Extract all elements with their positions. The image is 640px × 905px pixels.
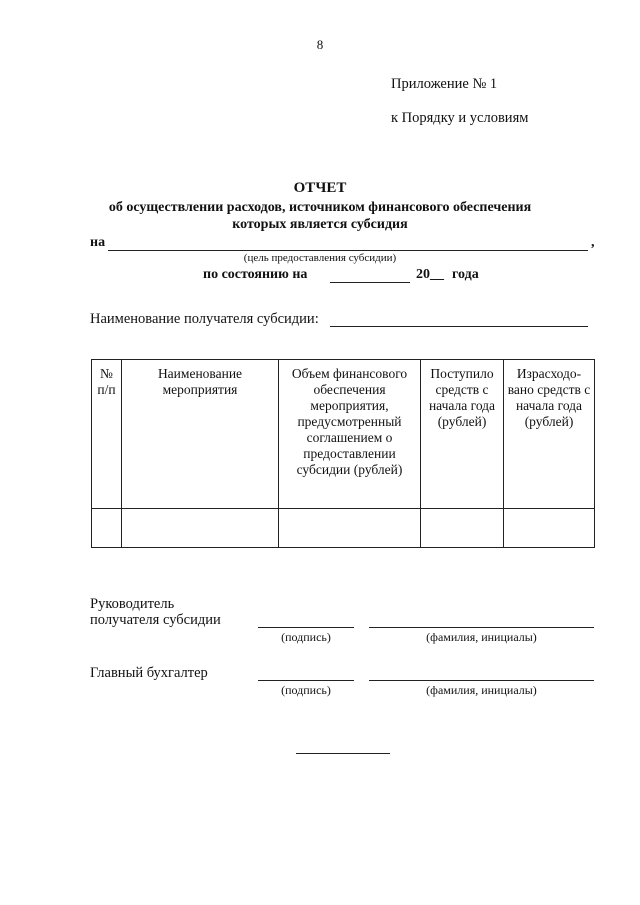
head-label-line1: Руководитель — [90, 596, 175, 612]
report-subtitle-line1: об осуществлении расходов, источником финансового обеспечения — [108, 200, 532, 215]
table-header-row — [92, 360, 595, 509]
head-signature-caption: (подпись) — [281, 630, 331, 644]
header-spent-funds: Израсходо-вано средств с начала года (рублей) — [504, 360, 595, 509]
appendix-reference: к Порядку и условиям — [391, 110, 529, 126]
table-cell — [279, 509, 421, 548]
year-prefix: 20__ — [416, 267, 444, 282]
accountant-label: Главный бухгалтер — [90, 665, 208, 681]
head-name-caption: (фамилия, инициалы) — [426, 630, 537, 644]
recipient-line — [330, 326, 588, 327]
table-cell — [92, 509, 122, 548]
header-received-funds: Поступило средств с начала года (рублей) — [421, 360, 504, 509]
purpose-caption: (цель предоставления субсидии) — [243, 252, 397, 264]
date-line — [330, 282, 410, 283]
purpose-line — [108, 250, 588, 251]
header-funding-volume: Объем финансового обеспечения мероприятия, предусмотренный соглашением о предоставлении субсидии (рублей) — [279, 360, 421, 509]
accountant-signature-caption: (подпись) — [281, 683, 331, 697]
report-subtitle-line2: которых является субсидия — [232, 217, 408, 232]
purpose-comma: , — [591, 235, 595, 250]
appendix-title: Приложение № 1 — [391, 76, 498, 92]
report-title: ОТЧЕТ — [293, 180, 347, 196]
report-table — [91, 359, 595, 548]
page-number: 8 — [316, 37, 324, 52]
table-cell — [122, 509, 279, 548]
as-of-label: по состоянию на — [203, 267, 308, 282]
head-name-line — [369, 627, 594, 628]
closing-separator — [296, 753, 390, 754]
table-row — [92, 509, 595, 548]
accountant-name-caption: (фамилия, инициалы) — [426, 683, 537, 697]
recipient-label: Наименование получателя субсидии: — [90, 311, 319, 327]
accountant-name-line — [369, 680, 594, 681]
head-signature-line — [258, 627, 354, 628]
header-activity-name: Наименование мероприятия — [122, 360, 279, 509]
table-cell — [421, 509, 504, 548]
accountant-signature-line — [258, 680, 354, 681]
header-number: № п/п — [92, 360, 122, 509]
head-label-line2: получателя субсидии — [90, 612, 221, 628]
table-cell — [504, 509, 595, 548]
year-suffix: года — [452, 267, 479, 282]
na-label: на — [90, 235, 106, 250]
